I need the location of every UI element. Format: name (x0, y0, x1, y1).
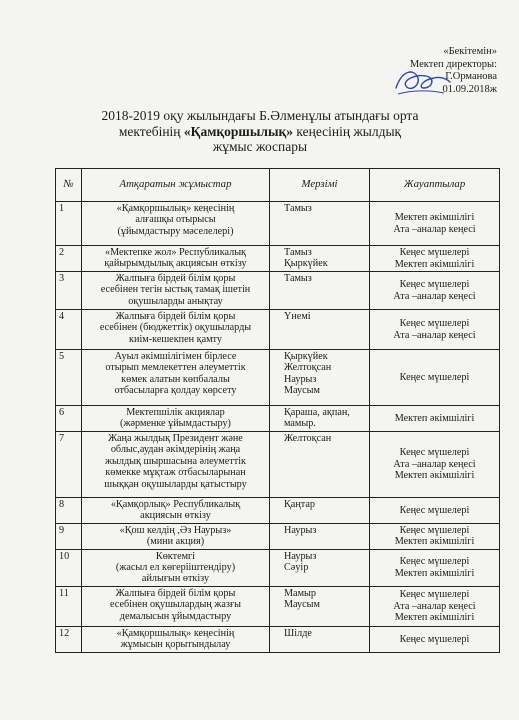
row-responsible (370, 350, 500, 406)
table-row (56, 350, 500, 406)
row-term-line: Тамыз (284, 273, 312, 284)
row-responsible-line: Кеңес мүшелері (399, 589, 470, 601)
approval-position: Мектеп директоры: (409, 58, 497, 70)
row-task (82, 350, 270, 406)
row-task-line: (жасыл ел көгерііштендіру) (115, 562, 236, 574)
row-task-line: Жалпыға бірдей білім қоры (115, 311, 236, 322)
row-number: 10 (56, 549, 82, 586)
row-responsible-line: Кеңес мүшелері (399, 633, 470, 645)
row-term-line: Тамыз (284, 203, 312, 214)
row-task-line: «Қамқоршылық» кеңесінің (116, 627, 235, 639)
row-task (82, 432, 270, 498)
row-term (270, 350, 370, 406)
title-line-2-suffix: кеңесінің жылдық (293, 123, 402, 139)
row-responsible (370, 202, 500, 246)
table-row (56, 549, 500, 586)
row-task-line: «Мектепке жол» Республикалық (104, 247, 246, 258)
row-term (270, 498, 370, 524)
header-term: Мерзімі (270, 169, 370, 202)
row-task (82, 272, 270, 310)
row-responsible-line: Ата –аналар кеңесі (393, 223, 476, 235)
row-task-line: (мини акция) (146, 536, 205, 548)
row-responsible (370, 406, 500, 432)
row-term (270, 586, 370, 626)
row-number: 11 (56, 586, 82, 626)
row-task-line: Жалпыға бірдей білім қоры (115, 587, 236, 599)
row-term-line: Қаңтар (284, 499, 315, 510)
row-term-line: Желтоқсан (284, 362, 332, 374)
header-responsible: Жауаптылар (370, 169, 500, 202)
row-task-line: «Қош келдің ,Әз Наурыз» (119, 524, 232, 536)
row-responsible-line: Мектеп әкімшілігі (394, 470, 475, 482)
table-row (56, 523, 500, 549)
row-responsible (370, 498, 500, 524)
row-number: 12 (56, 626, 82, 652)
row-term-line: Желтоқсан (284, 433, 332, 444)
row-responsible (370, 272, 500, 310)
row-term (270, 272, 370, 310)
row-term-line: Қыркүйек (284, 351, 328, 362)
row-task-line: қайырымдылық акциясын өткізу (104, 258, 247, 270)
row-term-line: Сәуір (284, 562, 309, 574)
row-task-line: Ауыл әкімшілігімен бірлесе (114, 351, 237, 362)
row-number: 3 (56, 272, 82, 310)
row-task-line: Жалпыға бірдей білім қоры (115, 273, 236, 284)
row-responsible (370, 310, 500, 350)
row-task (82, 246, 270, 272)
row-task-line: Көктемгі (155, 550, 196, 562)
table-row (56, 272, 500, 310)
row-term (270, 202, 370, 246)
row-term-line: Наурыз (284, 373, 317, 385)
row-task (82, 406, 270, 432)
row-task (82, 498, 270, 524)
approval-date: 01.09.2018ж (442, 83, 497, 95)
table-row (56, 246, 500, 272)
row-term-line: Наурыз (284, 524, 317, 536)
row-number: 4 (56, 310, 82, 350)
row-task (82, 310, 270, 350)
row-term-line: Тамыз (284, 247, 312, 258)
row-term (270, 549, 370, 586)
row-responsible-line: Мектеп әкімшілігі (394, 536, 475, 548)
table-header-row (56, 169, 500, 202)
row-term-line: Қараша, ақпан, (284, 407, 350, 418)
row-task-line: алғашқы отырысы (135, 214, 216, 226)
row-term (270, 626, 370, 652)
row-number: 8 (56, 498, 82, 524)
row-task-line: шыққан оқушыларды қатыстыру (104, 478, 247, 490)
table-body (56, 202, 500, 653)
row-term-line: Маусым (284, 599, 320, 611)
row-task-line: (жәрменке ұйымдастыру) (120, 418, 231, 430)
row-responsible-line: Кеңес мүшелері (399, 556, 470, 568)
header-number: № (56, 169, 82, 202)
row-responsible (370, 586, 500, 626)
row-responsible-line: Кеңес мүшелері (399, 247, 470, 259)
row-responsible-line: Кеңес мүшелері (399, 524, 470, 536)
row-number: 5 (56, 350, 82, 406)
title-line-2 (60, 124, 460, 140)
row-responsible-line: Мектеп әкімшілігі (394, 212, 475, 224)
row-term (270, 523, 370, 549)
row-task-line: облыс,аудан әкімдерінің жаңа (110, 444, 241, 456)
row-number: 9 (56, 523, 82, 549)
row-task-line: отбасыларға қолдау көрсету (114, 385, 237, 397)
table-row (56, 202, 500, 246)
row-task-line: есебінен оқушылардың жазғы (110, 599, 241, 611)
title-line-3: жұмыс жоспары (212, 139, 308, 154)
row-task (82, 549, 270, 586)
row-task (82, 523, 270, 549)
row-task-line: есебінен (бюджеттік) оқушыларды (99, 322, 252, 334)
row-task (82, 586, 270, 626)
row-responsible-line: Ата –аналар кеңесі (393, 290, 476, 302)
row-task-line: оқушыларды анықтау (128, 295, 223, 307)
row-responsible-line: Кеңес мүшелері (399, 318, 470, 330)
row-responsible (370, 626, 500, 652)
row-task (82, 202, 270, 246)
row-responsible (370, 549, 500, 586)
row-term-line: Мамыр (284, 587, 316, 599)
row-term-line: мамыр. (284, 418, 316, 430)
row-responsible (370, 246, 500, 272)
row-task-line: жұмысын қорытындылау (120, 639, 231, 651)
row-responsible (370, 432, 500, 498)
table-row (56, 586, 500, 626)
header-task: Атқаратын жұмыстар (82, 169, 270, 202)
title-line-1: 2018-2019 оқу жылындағы Б.Әлменұлы атындағы орта (101, 108, 419, 123)
row-task-line: көмекке мұқтаж отбасыларынан (105, 467, 246, 479)
table-row (56, 406, 500, 432)
row-responsible-line: Ата –аналар кеңесі (393, 329, 476, 341)
table-row (56, 432, 500, 498)
row-term-line: Үнемі (284, 311, 311, 322)
approval-status: «Бекітемін» (443, 46, 497, 57)
row-task-line: киім-кешекпен қамту (129, 333, 222, 345)
row-task-line: есебінен тегін ыстық тамақ ішетін (100, 284, 251, 296)
row-task-line: жылдық шыршасына әлеуметтік (104, 455, 246, 467)
row-term (270, 246, 370, 272)
row-term (270, 310, 370, 350)
row-responsible-line: Мектеп әкімшілігі (394, 412, 475, 424)
row-responsible-line: Мектеп әкімшілігі (394, 567, 475, 579)
title-line-2-bold: «Қамқоршылық» (183, 123, 294, 139)
row-number: 6 (56, 406, 82, 432)
row-responsible-line: Мектеп әкімшілігі (394, 612, 475, 624)
row-task-line: көмек алатын көпбалалы (121, 373, 230, 385)
row-responsible-line: Кеңес мүшелері (399, 371, 470, 383)
director-signature-icon (392, 60, 452, 100)
row-responsible-line: Ата –аналар кеңесі (393, 600, 476, 612)
row-number: 7 (56, 432, 82, 498)
row-responsible-line: Мектеп әкімшілігі (394, 258, 475, 270)
table-row (56, 310, 500, 350)
row-task-line: акциясын өткізу (140, 510, 211, 522)
row-responsible-line: Кеңес мүшелері (399, 504, 470, 516)
table-row (56, 626, 500, 652)
row-task-line: демалысын ұйымдастыру (119, 610, 232, 622)
table-row (56, 498, 500, 524)
row-task (82, 626, 270, 652)
row-responsible-line: Кеңес мүшелері (399, 279, 470, 291)
row-task-line: Жаңа жылдық Президент және (108, 433, 243, 444)
row-task-line: «Қамқоршылық» кеңесінің (116, 203, 235, 214)
row-responsible-line: Ата –аналар кеңесі (393, 458, 476, 470)
row-task-line: айлығын өткізу (141, 573, 210, 585)
title-line-2-prefix: мектебінің (118, 123, 184, 139)
row-term-line: Наурыз (284, 550, 317, 562)
row-task-line: отырып мемлекеттен әлеуметтік (105, 362, 246, 374)
row-responsible-line: Кеңес мүшелері (399, 447, 470, 459)
row-task-line: Мектепшілік акциялар (126, 407, 225, 418)
approval-name: Г.Орманова (445, 71, 497, 83)
row-term-line: Қыркүйек (284, 258, 328, 270)
row-responsible (370, 523, 500, 549)
row-term-line: Шілде (284, 627, 312, 639)
row-task-line: (ұйымдастыру мәселелері) (117, 225, 234, 237)
row-number: 1 (56, 202, 82, 246)
document-title (60, 108, 460, 155)
row-term (270, 432, 370, 498)
row-term-line: Маусым (284, 385, 320, 397)
work-plan-table (55, 168, 500, 653)
row-term (270, 406, 370, 432)
row-task-line: «Қамқорлық» Республикалық (110, 499, 241, 510)
row-number: 2 (56, 246, 82, 272)
